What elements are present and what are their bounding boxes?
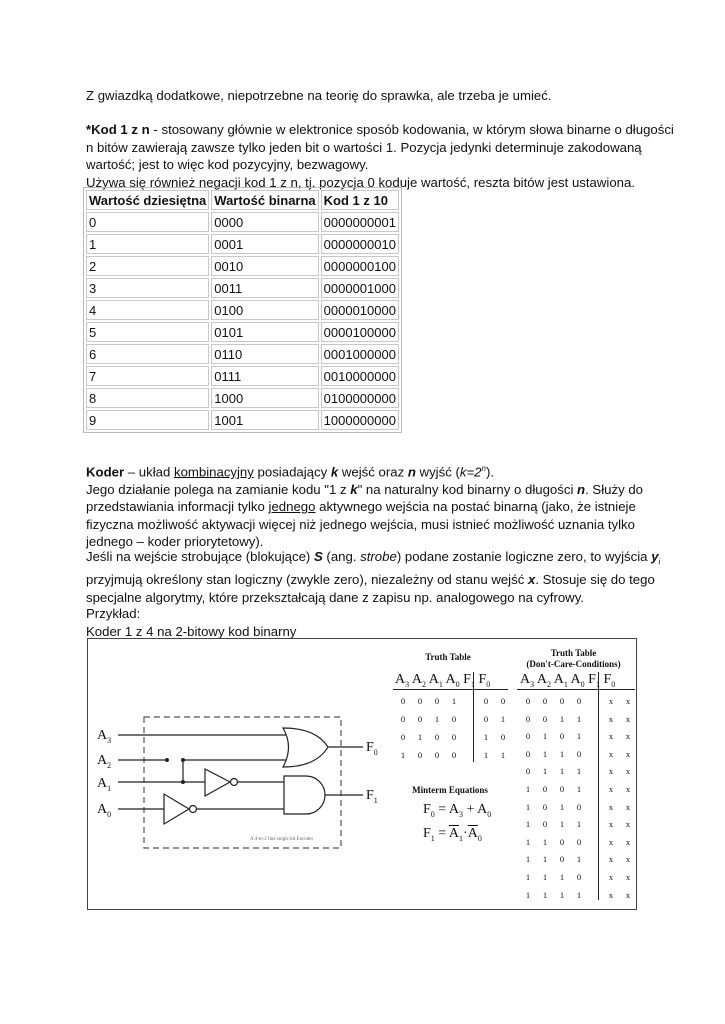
cell-binary: 1001 bbox=[211, 410, 318, 430]
truth-table-cell: 0 bbox=[400, 714, 406, 724]
cell-decimal: 0 bbox=[86, 212, 209, 232]
cell-one-hot: 0100000000 bbox=[321, 388, 399, 408]
cell-one-hot: 1000000000 bbox=[321, 410, 399, 430]
strobe-section: Jeśli na wejście strobujące (blokujące) S (ang. strobe) podane zostanie logiczne zero, to wyjścia $y_i$ przyjmują określony stan logiczny (zwykle zero), niezależny od stanu wejść x. Stosuje się do tego specjalne algorytmy, które przekształcają dane z zapisu np. analogowego na cyfrowy. bbox=[86, 549, 661, 605]
truth-table-cell: 1 bbox=[576, 854, 582, 865]
truth-table-cell: x bbox=[625, 748, 631, 759]
truth-table-cell: 0 bbox=[559, 854, 565, 865]
truth-table-cell: 1 bbox=[542, 889, 548, 900]
koder-term: Koder bbox=[86, 464, 125, 480]
truth-table-cell: 1 bbox=[559, 801, 565, 812]
cell-one-hot: 0001000000 bbox=[321, 344, 399, 364]
input-a2-label: $A_2$ bbox=[97, 753, 112, 770]
truth-table-cell: 0 bbox=[434, 732, 440, 742]
truth-table-cell: x bbox=[608, 854, 614, 865]
truth-table-cell: 1 bbox=[559, 748, 565, 759]
truth-table-cell: 0 bbox=[542, 801, 548, 812]
cell-one-hot: 0010000000 bbox=[321, 366, 399, 386]
intro-paragraph: Z gwiazdką dodatkowe, niepotrzebne na teorię do sprawka, ale trzeba je umieć. bbox=[86, 88, 552, 103]
truth-table-cell: 1 bbox=[500, 714, 506, 724]
koder-section: Koder – układ kombinacyjny posiadający k wejść oraz n wyjść $(k=2^n)$. Jego działanie polega na zamianie kodu "1 z k" na naturalny kod binarny o długości n. Służy do przedstawiania informacji tylko jednego aktywnego wejścia na postać binarną (jako, że istnieje fizyczna możliwość aktywacji więcej niż jednego wejścia, musi istnieć możliwość uznania tylko jednego – koder priorytetowy). bbox=[86, 464, 644, 550]
truth-table-cell: 0 bbox=[542, 784, 548, 794]
cell-binary: 0101 bbox=[211, 322, 318, 342]
truth-table-cell: 0 bbox=[400, 696, 406, 706]
cell-one-hot: 0000000010 bbox=[321, 234, 399, 254]
cell-one-hot: 0000000001 bbox=[321, 212, 399, 232]
cell-one-hot: 0000000100 bbox=[321, 256, 399, 276]
truth-table-divider bbox=[473, 672, 474, 762]
table-row bbox=[86, 278, 399, 298]
truth-table-cell: 0 bbox=[451, 714, 457, 724]
table-row bbox=[86, 366, 399, 386]
input-a0-label: $A_0$ bbox=[97, 802, 112, 819]
truth-table-cell: 0 bbox=[559, 784, 565, 794]
jednego-underline: jednego bbox=[268, 499, 316, 515]
input-a1-label: $A_1$ bbox=[97, 776, 112, 793]
truth-table-cell: 0 bbox=[576, 748, 582, 759]
truth-table-cell: 1 bbox=[559, 889, 565, 900]
truth-table-cell: 0 bbox=[417, 750, 423, 760]
cell-decimal: 5 bbox=[86, 322, 209, 342]
truth-table-cell: 1 bbox=[525, 819, 531, 830]
truth-table-cell: 1 bbox=[542, 872, 548, 882]
equation-f0: $F_0 = A_3 + A_0$ bbox=[423, 802, 492, 819]
truth-table-cell: 0 bbox=[525, 731, 531, 742]
cell-decimal: 1 bbox=[86, 234, 209, 254]
truth-table-cell: 0 bbox=[500, 732, 506, 742]
table-row bbox=[86, 256, 399, 276]
formula: k=2 bbox=[459, 464, 482, 480]
cell-binary: 1000 bbox=[211, 388, 318, 408]
truth-table-header: $A_3$ $A_2$ $A_1$ $A_0$ $F_1$ $F_0$ bbox=[395, 672, 491, 689]
truth-table-cell: 0 bbox=[525, 696, 531, 706]
truth-table-cell: 0 bbox=[525, 713, 531, 724]
truth-table-cell: 1 bbox=[559, 872, 565, 882]
header-binary: Wartość binarna bbox=[211, 190, 318, 210]
truth-table-cell: 1 bbox=[525, 801, 531, 812]
encoder-box-caption: A 4-to-2 line single bit Encoder bbox=[250, 837, 314, 842]
truth-table-cell: x bbox=[608, 731, 614, 742]
cell-decimal: 4 bbox=[86, 300, 209, 320]
truth-table-cell: 1 bbox=[500, 750, 506, 760]
truth-table-cell: x bbox=[625, 889, 631, 900]
kod-1-z-n-section: *Kod 1 z n - stosowany głównie w elektronice sposób kodowania, w którym słowa binarne o długości n bitów zawierają zawsze tylko jeden bit o wartości 1. Pozycja jedynki determinuje zakodowaną wartość; jest to więc kod pozycyjny, bezwagowy. Używa się również negacji kod 1 z n, tj. pozycja 0 koduje wartość, reszta bitów jest ustawiona. bbox=[86, 122, 674, 190]
example-caption: Koder 1 z 4 na 2-bitowy kod binarny bbox=[86, 623, 297, 639]
table-row bbox=[86, 388, 399, 408]
truth-table-cell: 0 bbox=[434, 750, 440, 760]
junction-dot bbox=[181, 758, 185, 762]
junction-dot bbox=[181, 780, 185, 784]
truth-table-cell: x bbox=[625, 801, 631, 812]
truth-table-cell: 1 bbox=[542, 766, 548, 777]
cell-binary: 0111 bbox=[211, 366, 318, 386]
truth-table-cell: 1 bbox=[542, 731, 548, 742]
truth-table-cell: 0 bbox=[576, 836, 582, 847]
truth-table-cell: 0 bbox=[576, 801, 582, 812]
truth-table-cell: 0 bbox=[542, 819, 548, 830]
truth-table-cell: x bbox=[608, 836, 614, 847]
dont-care-table-title: Truth Table (Don't-Care-Conditions) bbox=[526, 648, 621, 669]
kod-1-z-n-term: *Kod 1 z n bbox=[86, 122, 150, 137]
table-row bbox=[86, 234, 399, 254]
truth-table-cell: 1 bbox=[434, 714, 440, 724]
truth-table-cell: 0 bbox=[576, 872, 582, 882]
dont-care-table-divider bbox=[598, 672, 599, 900]
truth-table-cell: x bbox=[608, 766, 614, 777]
truth-table-cell: x bbox=[625, 731, 631, 742]
header-one-hot: Kod 1 z 10 bbox=[321, 190, 399, 210]
truth-table-cell: x bbox=[625, 819, 631, 830]
truth-table-cell: x bbox=[625, 872, 631, 882]
truth-table-cell: x bbox=[625, 696, 631, 706]
truth-table-cell: 0 bbox=[525, 766, 531, 777]
table-header-row bbox=[86, 190, 399, 210]
truth-table-cell: 1 bbox=[525, 784, 531, 794]
dont-care-table-rule bbox=[517, 689, 635, 690]
truth-table-cell: 1 bbox=[576, 713, 582, 724]
truth-table-cell: 1 bbox=[576, 731, 582, 742]
cell-decimal: 8 bbox=[86, 388, 209, 408]
truth-table-cell: 1 bbox=[576, 784, 582, 794]
truth-table-cell: 0 bbox=[559, 696, 565, 706]
truth-table-cell: x bbox=[625, 836, 631, 847]
truth-table-cell: 0 bbox=[451, 750, 457, 760]
truth-table-cell: 1 bbox=[525, 836, 531, 847]
header-decimal: Wartość dziesiętna bbox=[86, 190, 209, 210]
cell-decimal: 6 bbox=[86, 344, 209, 364]
cell-decimal: 3 bbox=[86, 278, 209, 298]
input-a3-label: $A_3$ bbox=[97, 728, 112, 745]
truth-table-cell: 1 bbox=[417, 732, 423, 742]
cell-decimal: 7 bbox=[86, 366, 209, 386]
code-table bbox=[83, 187, 402, 433]
truth-table-cell: x bbox=[608, 696, 614, 706]
table-row bbox=[86, 300, 399, 320]
cell-one-hot: 0000100000 bbox=[321, 322, 399, 342]
cell-decimal: 9 bbox=[86, 410, 209, 430]
truth-table-cell: 0 bbox=[434, 696, 440, 706]
cell-binary: 0110 bbox=[211, 344, 318, 364]
truth-table-cell: x bbox=[608, 748, 614, 759]
encoder-figure bbox=[87, 638, 637, 910]
cell-one-hot: 0000010000 bbox=[321, 300, 399, 320]
kod-line-3: wartość; jest to więc kod pozycyjny, bezwagowy. bbox=[86, 157, 369, 172]
truth-table-cell: 0 bbox=[483, 696, 489, 706]
table-row bbox=[86, 212, 399, 232]
table-row bbox=[86, 322, 399, 342]
truth-table-cell: 1 bbox=[576, 766, 582, 777]
truth-table-cell: x bbox=[625, 854, 631, 865]
truth-table-cell: 1 bbox=[576, 889, 582, 900]
cell-decimal: 2 bbox=[86, 256, 209, 276]
truth-table-cell: 1 bbox=[525, 854, 531, 865]
truth-table-cell: 1 bbox=[400, 750, 406, 760]
truth-table-cell: x bbox=[625, 766, 631, 777]
truth-table-cell: 1 bbox=[542, 836, 548, 847]
cell-binary: 0011 bbox=[211, 278, 318, 298]
dont-care-table-header: $A_3$ $A_2$ $A_1$ $A_0$ $F_1$ $F_0$ bbox=[520, 672, 616, 689]
truth-table-cell: 0 bbox=[525, 748, 531, 759]
kod-line-2: n bitów zawierają zawsze tylko jeden bit o wartości 1. Pozycja jedynki determinuje zakodowaną bbox=[86, 139, 642, 155]
truth-table-cell: x bbox=[625, 713, 631, 724]
cell-one-hot: 0000001000 bbox=[321, 278, 399, 298]
truth-table-cell: x bbox=[608, 889, 614, 900]
truth-table-cell: x bbox=[608, 713, 614, 724]
truth-table-cell: 1 bbox=[525, 889, 531, 900]
truth-table-cell: 0 bbox=[559, 836, 565, 847]
truth-table-cell: 0 bbox=[576, 696, 582, 706]
truth-table-cell: 1 bbox=[483, 750, 489, 760]
truth-table-cell: 1 bbox=[559, 819, 565, 830]
truth-table-cell: 0 bbox=[417, 696, 423, 706]
cell-binary: 0010 bbox=[211, 256, 318, 276]
truth-table-cell: 0 bbox=[542, 696, 548, 706]
truth-table-cell: x bbox=[608, 801, 614, 812]
truth-table-cell: 0 bbox=[483, 714, 489, 724]
truth-table-cell: 0 bbox=[400, 732, 406, 742]
table-row bbox=[86, 410, 399, 430]
truth-table-cell: 0 bbox=[417, 714, 423, 724]
equation-f1: $F_1 = \overline{A}_1\cdot\overline{A}_0$ bbox=[423, 826, 482, 843]
truth-table-title: Truth Table bbox=[425, 652, 471, 662]
junction-dot bbox=[165, 758, 169, 762]
truth-table-cell: 0 bbox=[542, 713, 548, 724]
kombinacyjny-link[interactable]: kombinacyjny bbox=[173, 464, 254, 480]
truth-table-cell: 1 bbox=[576, 819, 582, 830]
truth-table-cell: 1 bbox=[559, 766, 565, 777]
truth-table-cell: 1 bbox=[451, 696, 457, 706]
example-label: Przykład: bbox=[86, 606, 141, 621]
truth-table-cell: x bbox=[608, 784, 614, 794]
truth-table-cell: 1 bbox=[483, 732, 489, 742]
truth-table-cell: 1 bbox=[559, 713, 565, 724]
output-f1-label: $F_1$ bbox=[366, 788, 378, 805]
kod-line-4: Używa się również negacji kod 1 z n, tj. pozycja 0 koduje wartość, reszta bitów jest ustawiona. bbox=[86, 174, 636, 190]
truth-table-cell: 0 bbox=[451, 732, 457, 742]
truth-table-rule bbox=[393, 689, 508, 690]
cell-binary: 0001 bbox=[211, 234, 318, 254]
truth-table-cell: 1 bbox=[542, 854, 548, 865]
cell-binary: 0000 bbox=[211, 212, 318, 232]
truth-table-cell: 1 bbox=[542, 748, 548, 759]
truth-table-cell: x bbox=[608, 819, 614, 830]
truth-table-cell: 1 bbox=[525, 872, 531, 882]
truth-table-cell: 0 bbox=[559, 731, 565, 742]
output-f0-label: $F_0$ bbox=[366, 740, 378, 757]
truth-table-cell: x bbox=[608, 872, 614, 882]
table-row bbox=[86, 344, 399, 364]
encoder-circuit-diagram bbox=[88, 639, 388, 909]
truth-table-cell: x bbox=[625, 784, 631, 794]
minterm-title: Minterm Equations bbox=[412, 785, 488, 795]
example-section bbox=[86, 605, 296, 640]
truth-table-cell: 0 bbox=[500, 696, 506, 706]
cell-binary: 0100 bbox=[211, 300, 318, 320]
